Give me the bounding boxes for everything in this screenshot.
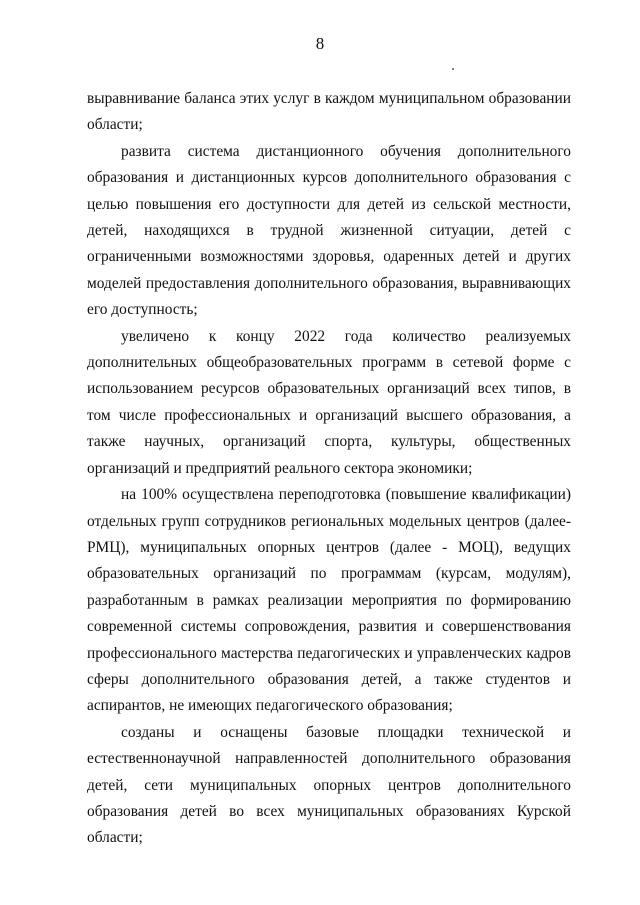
- paragraph-1: выравнивание баланса этих услуг в каждом муниципальном образовании области;: [87, 90, 571, 134]
- paragraph-5: созданы и оснащены базовые площадки технической и естественнонаучной направленностей дополнительного образования детей, сети муниципальных опорных центров дополнительного образования детей во всех муниципальных образованиях Курской области;: [87, 723, 571, 847]
- paragraph-3: увеличено к концу 2022 года количество реализуемых дополнительных общеобразовательных программ в сетевой форме с использованием ресурсов образовательных организаций всех типов, в том числе профессиональных и организаций высшего образования, а также научных, организаций спорта, культуры, общественных организаций и предприятий реального сектора экономики;: [87, 327, 571, 477]
- scan-speck: [452, 68, 454, 70]
- paragraph-2: развита система дистанционного обучения дополнительного образования и дистанционных курсов дополнительного образования с целью повышения его доступности для детей из сельской местности, детей, находящихся в трудной жизненной ситуации, детей с ограниченными возможностями здоровья, одаренных детей и других моделей предоставления дополнительного образования, выравнивающих его доступность;: [87, 142, 571, 319]
- document-body: [87, 86, 571, 852]
- page-number: 8: [315, 34, 325, 53]
- paragraph-4: на 100% осуществлена переподготовка (повышение квалификации) отдельных групп сотрудников региональных модельных центров (далее- РМЦ), муниципальных опорных центров (далее - МОЦ), ведущих образовательных организаций по программам (курсам, модулям), разработанным в рамках реализации мероприятия по формированию современной системы сопровождения, развития и совершенствования профессионального мастерства педагогических и управленческих кадров сферы дополнительного образования детей, а также студентов и аспирантов, не имеющих педагогического образования;: [87, 486, 571, 715]
